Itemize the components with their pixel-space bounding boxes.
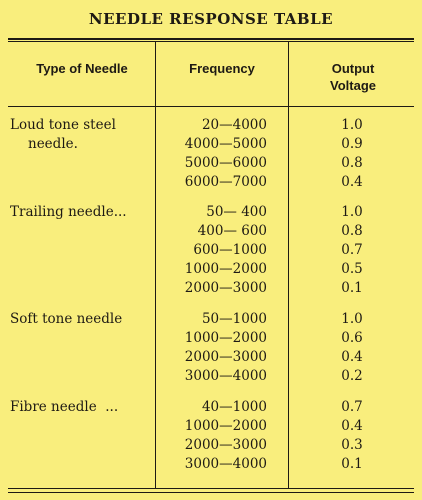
frequency-cell: 3000—4000 (184, 456, 267, 472)
top-rule-thin (8, 41, 414, 42)
frequency-cell: 50—1000 (201, 311, 267, 327)
frequency-cell: 1000—2000 (184, 330, 267, 346)
frequency-column (165, 203, 267, 298)
frequency-cell: 600—1000 (193, 242, 267, 258)
top-rule (8, 38, 414, 40)
needle-type-line1: Fibre needle ... (10, 399, 119, 415)
header-frequency: Frequency (189, 61, 255, 76)
voltage-cell: 0.2 (341, 368, 363, 384)
voltage-column (300, 116, 404, 192)
voltage-cell: 0.8 (341, 223, 363, 239)
voltage-cell: 0.4 (341, 174, 363, 190)
needle-type-line2: needle. (28, 136, 78, 152)
bottom-rule-thick (8, 492, 414, 493)
needle-type-line1: Soft tone needle (10, 311, 123, 327)
frequency-cell: 40—1000 (201, 399, 267, 415)
voltage-cell: 0.7 (341, 399, 363, 415)
needle-type-line1: Loud tone steel (10, 117, 116, 133)
frequency-column (165, 398, 267, 474)
frequency-cell: 400— 600 (197, 223, 267, 239)
frequency-cell: 2000—3000 (184, 437, 267, 453)
voltage-cell: 1.0 (341, 311, 363, 327)
voltage-column (300, 310, 404, 386)
table-title: NEEDLE RESPONSE TABLE (88, 10, 334, 28)
frequency-cell: 20—4000 (201, 117, 267, 133)
voltage-cell: 0.6 (341, 330, 363, 346)
header-needle-type: Type of Needle (36, 61, 128, 76)
voltage-cell: 1.0 (341, 204, 363, 220)
header-voltage-line2: Voltage (330, 78, 376, 93)
frequency-cell: 1000—2000 (184, 418, 267, 434)
frequency-cell: 50— 400 (206, 204, 267, 220)
frequency-cell: 5000—6000 (184, 155, 267, 171)
needle-type (10, 310, 155, 329)
voltage-cell: 1.0 (341, 117, 363, 133)
frequency-column (165, 310, 267, 386)
voltage-cell: 0.7 (341, 242, 363, 258)
voltage-cell: 0.9 (341, 136, 363, 152)
voltage-cell: 0.5 (341, 261, 363, 277)
header-voltage-line1: Output (331, 61, 375, 76)
column-divider-2 (288, 41, 289, 488)
frequency-cell: 4000—5000 (184, 136, 267, 152)
voltage-cell: 0.4 (341, 349, 363, 365)
bottom-rule (8, 488, 414, 489)
needle-type (10, 116, 155, 154)
voltage-cell: 0.4 (341, 418, 363, 434)
needle-type (10, 203, 155, 222)
column-divider-1 (155, 41, 156, 488)
voltage-cell: 0.1 (341, 456, 363, 472)
header-rule (8, 106, 414, 107)
needle-type-line1: Trailing needle... (10, 204, 127, 220)
voltage-cell: 0.3 (341, 437, 363, 453)
frequency-cell: 2000—3000 (184, 280, 267, 296)
header-output-voltage (292, 60, 414, 94)
frequency-column (165, 116, 267, 192)
voltage-cell: 0.8 (341, 155, 363, 171)
voltage-cell: 0.1 (341, 280, 363, 296)
needle-type (10, 398, 155, 417)
voltage-column (300, 398, 404, 474)
frequency-cell: 6000—7000 (184, 174, 267, 190)
voltage-column (300, 203, 404, 298)
frequency-cell: 2000—3000 (184, 349, 267, 365)
frequency-cell: 1000—2000 (184, 261, 267, 277)
frequency-cell: 3000—4000 (184, 368, 267, 384)
